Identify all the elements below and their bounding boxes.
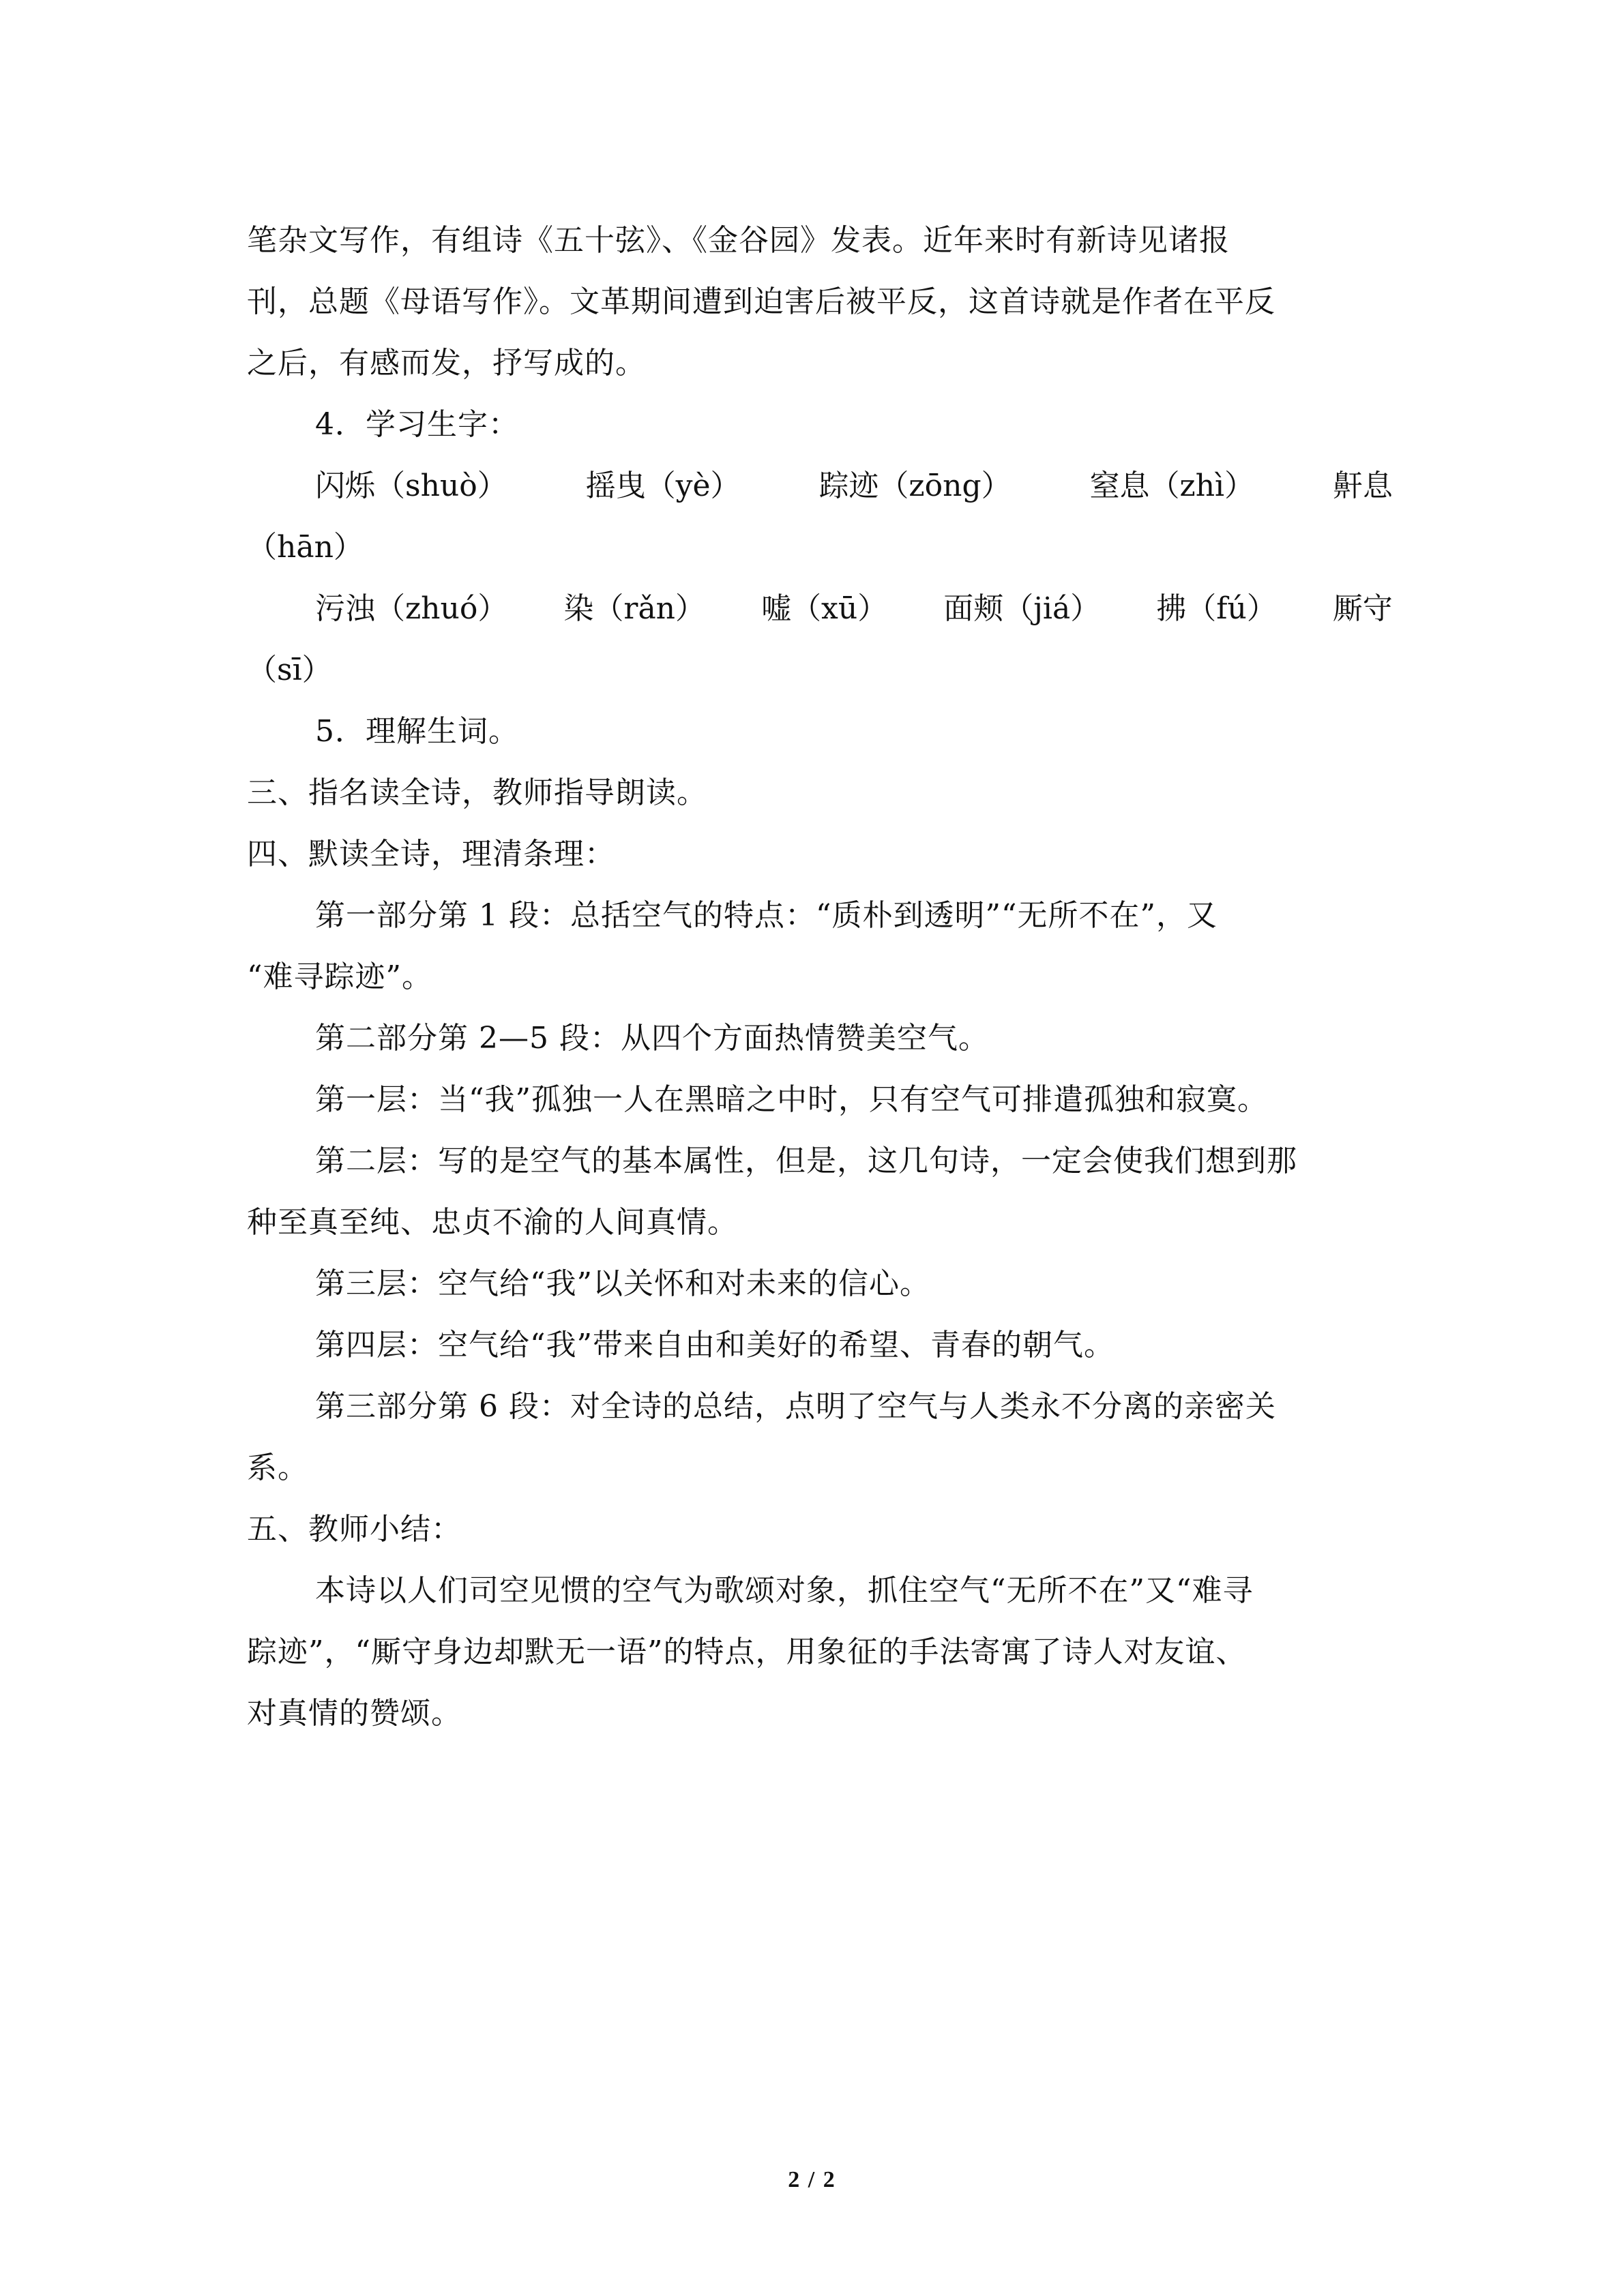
vocab-item: 踪迹（zōng） (818, 468, 1012, 503)
vocab-item: 染（rǎn） (563, 591, 706, 626)
vocab-item: 拂（fú） (1156, 591, 1277, 626)
vocab-item: 厮守 (1332, 591, 1393, 626)
paragraph-line: 第一部分第 1 段：总括空气的特点：“质朴到透明”“无所不在”，又 (315, 898, 1217, 933)
subsection-heading: 4．学习生字： (315, 407, 519, 442)
paragraph-line: 对真情的赞颂。 (247, 1696, 462, 1731)
paragraph-line: 本诗以人们司空见惯的空气为歌颂对象，抓住空气“无所不在”又“难寻 (315, 1573, 1254, 1608)
vocab-item: 闪烁（shuò） (315, 468, 507, 503)
vocab-row (247, 456, 1393, 517)
paragraph-line: 刊，总题《母语写作》。文革期间遭到迫害后被平反，这首诗就是作者在平反 (247, 284, 1275, 319)
paragraph-line: 第三层：空气给“我”以关怀和对未来的信心。 (315, 1266, 930, 1301)
vocab-row (247, 578, 1393, 640)
document-body (247, 210, 1393, 1744)
paragraph-line: 笔杂文写作，有组诗《五十弦》、《金谷园》发表。近年来时有新诗见诸报 (247, 223, 1230, 258)
paragraph-line: “难寻踪迹”。 (247, 959, 432, 994)
section-heading: 五、教师小结： (247, 1512, 462, 1547)
paragraph-line: 踪迹”，“厮守身边却默无一语”的特点，用象征的手法寄寓了诗人对友谊、 (247, 1635, 1247, 1669)
vocab-item: 摇曳（yè） (585, 468, 741, 503)
paragraph-line: 第三部分第 6 段：对全诗的总结，点明了空气与人类永不分离的亲密关 (315, 1389, 1276, 1424)
paragraph-line: 系。 (247, 1450, 308, 1485)
vocab-item: 嘘（xū） (761, 591, 888, 626)
paragraph-line: 种至真至纯、忠贞不渝的人间真情。 (247, 1205, 738, 1240)
vocab-item: 污浊（zhuó） (315, 591, 508, 626)
vocab-pinyin-wrap: （hān） (247, 530, 364, 565)
paragraph-line: 之后，有感而发，抒写成的。 (247, 346, 646, 381)
paragraph-line: 第一层：当“我”孤独一人在黑暗之中时，只有空气可排遣孤独和寂寞。 (315, 1082, 1268, 1117)
subsection-heading: 5．理解生词。 (315, 714, 519, 749)
paragraph-line: 第二部分第 2—5 段：从四个方面热情赞美空气。 (315, 1021, 989, 1056)
paragraph-line: 第四层：空气给“我”带来自由和美好的希望、青春的朝气。 (315, 1328, 1114, 1362)
vocab-pinyin-wrap: （sī） (247, 653, 332, 687)
section-heading: 三、指名读全诗，教师指导朗读。 (247, 775, 707, 810)
vocab-item: 鼾息 (1333, 468, 1393, 503)
section-heading: 四、默读全诗，理清条理： (247, 837, 615, 871)
vocab-item: 窒息（zhì） (1089, 468, 1255, 503)
vocab-item: 面颊（jiá） (943, 591, 1101, 626)
page-number: 2 / 2 (788, 2167, 836, 2192)
paragraph-line: 第二层：写的是空气的基本属性，但是，这几句诗，一定会使我们想到那 (315, 1144, 1297, 1178)
